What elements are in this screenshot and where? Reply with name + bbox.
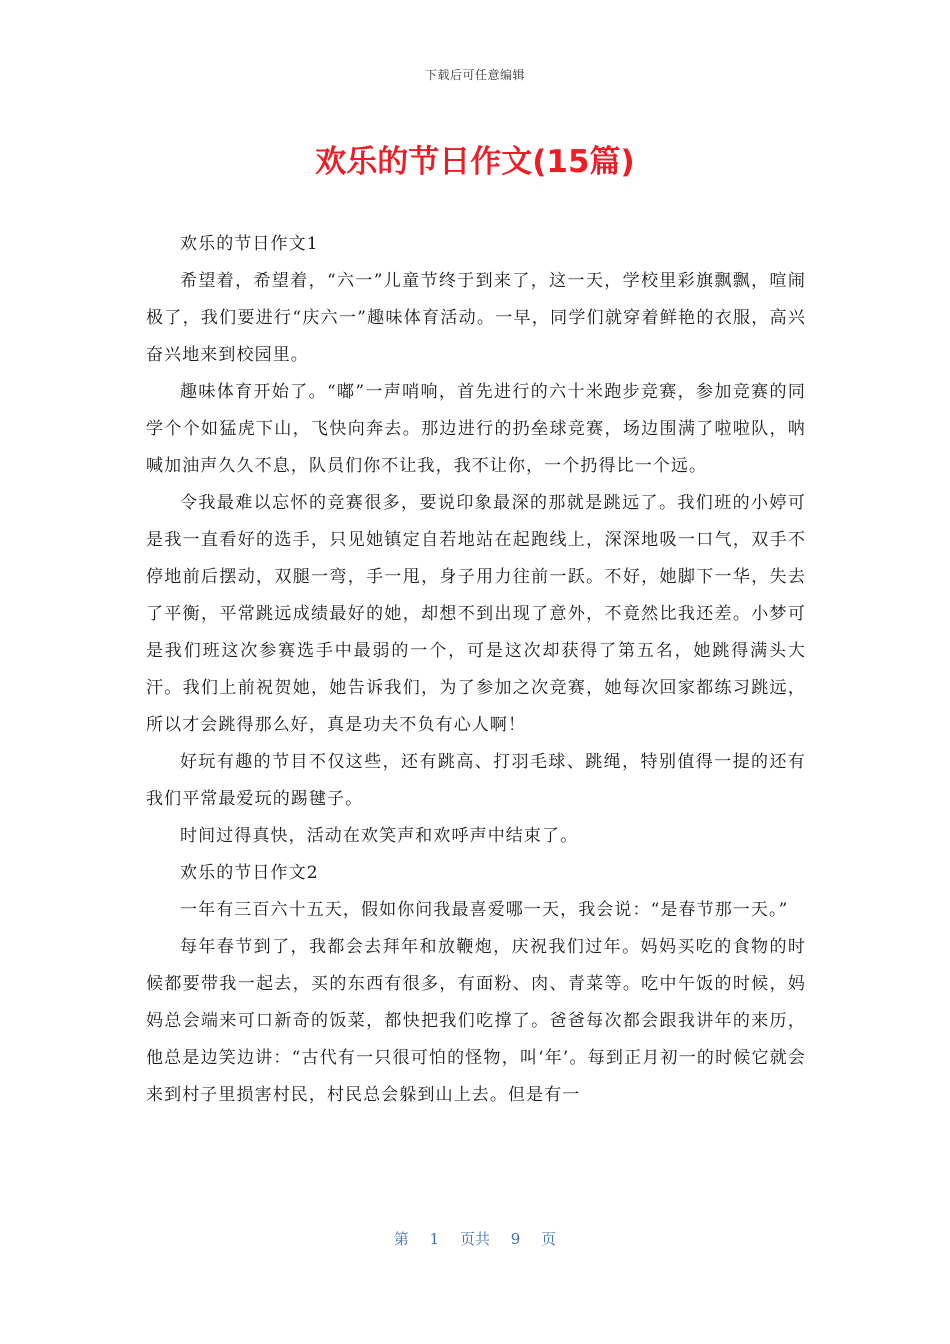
footer-prefix: 第 — [393, 1230, 409, 1248]
paragraph: 每年春节到了，我都会去拜年和放鞭炮，庆祝我们过年。妈妈买吃的食物的时候都要带我一起去，买的东西有很多，有面粉、肉、青菜等。吃中午饭的时候，妈妈总会端来可口新奇的饭菜，都快把我们吃撑了。爸爸每次都会跟我讲年的来历，他总是边笑边讲：“古代有一只很可怕的怪物，叫‘年’。每到正月初一的时候它就会来到村子里损害村民，村民总会躲到山上去。但是有一 — [146, 937, 806, 1105]
header-note: 下载后可任意编辑 — [424, 68, 525, 82]
section-heading-2: 欢乐的节日作文2 — [180, 863, 319, 883]
paragraph: 时间过得真快，活动在欢笑声和欢呼声中结束了。 — [180, 826, 579, 846]
paragraph: 趣味体育开始了。“嘟”一声哨响，首先进行的六十米跑步竞赛，参加竞赛的同学个个如猛虎下山，飞快向奔去。那边进行的扔垒球竞赛，场边围满了啦啦队，呐喊加油声久久不息，队员们你不让我，我不让你，一个扔得比一个远。 — [146, 382, 806, 476]
footer-total-pages: 9 — [510, 1230, 521, 1248]
paragraph: 令我最难以忘怀的竞赛很多，要说印象最深的那就是跳远了。我们班的小婷可是我一直看好的选手，只见她镇定自若地站在起跑线上，深深地吸一口气，双手不停地前后摆动，双腿一弯，手一甩，身子用力往前一跃。不好，她脚下一华，失去了平衡，平常跳远成绩最好的她，却想不到出现了意外，不竟然比我还差。小梦可是我们班这次参赛选手中最弱的一个，可是这次却获得了第五名，她跳得满头大汗。我们上前祝贺她，她告诉我们，为了参加之次竞赛，她每次回家都练习跳远，所以才会跳得那么好，真是功夫不负有心人啊！ — [146, 493, 806, 735]
paragraph: 好玩有趣的节目不仅这些，还有跳高、打羽毛球、跳绳，特别值得一提的还有我们平常最爱玩的踢毽子。 — [146, 752, 806, 809]
footer-suffix: 页 — [541, 1230, 557, 1248]
footer-current-page: 1 — [429, 1230, 440, 1248]
paragraph: 一年有三百六十五天，假如你问我最喜爱哪一天，我会说：“是春节那一天。” — [180, 900, 789, 920]
section-heading-1: 欢乐的节日作文1 — [180, 234, 319, 254]
document-body — [146, 226, 806, 1114]
page-footer — [0, 1228, 950, 1249]
paragraph: 希望着，希望着，“六一”儿童节终于到来了，这一天，学校里彩旗飘飘，喧闹极了，我们要进行“庆六一”趣味体育活动。一早，同学们就穿着鲜艳的衣服，高兴奋兴地来到校园里。 — [146, 271, 806, 365]
footer-middle: 页共 — [459, 1230, 490, 1248]
document-title: 欢乐的节日作文(15篇) — [315, 144, 635, 180]
